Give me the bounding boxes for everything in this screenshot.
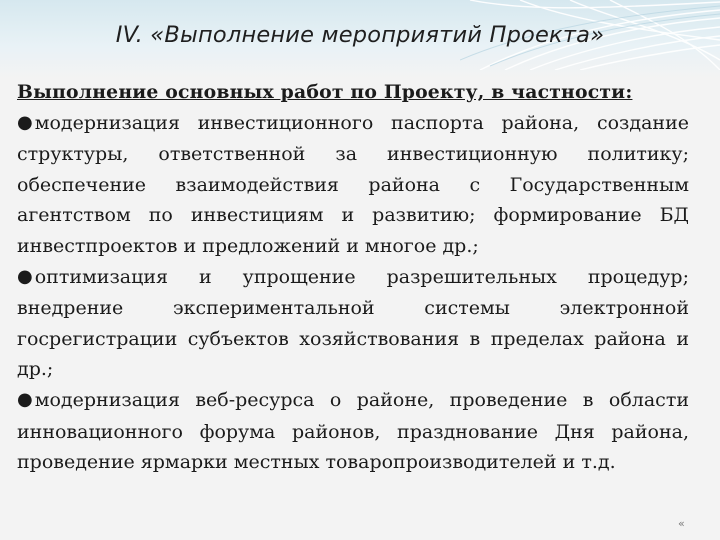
page-number: « [678,517,685,530]
bullet-text: модернизация веб-ресурса о районе, проведение в области инновационного форума районов, празднование Дня района, проведение ярмарки местных товаропроизводителей и т.д. [17,388,689,474]
bullet-item-1 [17,108,689,262]
bullet-dot-icon: ● [17,111,33,133]
slide-content [17,77,689,478]
bullet-text: оптимизация и упрощение разрешительных процедур; внедрение экспериментальной системы электронной госрегистрации субъектов хозяйствования в пределах района и др.; [17,265,689,381]
bullet-dot-icon: ● [17,265,33,287]
bullet-item-2 [17,262,689,385]
slide-title: IV. «Выполнение мероприятий Проекта» [115,22,605,48]
bullet-dot-icon: ● [17,388,33,410]
bullet-item-3 [17,385,689,478]
section-heading: Выполнение основных работ по Проекту, в частности: [17,81,633,103]
bullet-text: модернизация инвестиционного паспорта района, создание структуры, ответственной за инвестиционную политику; обеспечение взаимодействия района с Государственным агентством по инвестициям и развитию; формирование БД инвестпроектов и предложений и многое др.; [17,111,689,257]
